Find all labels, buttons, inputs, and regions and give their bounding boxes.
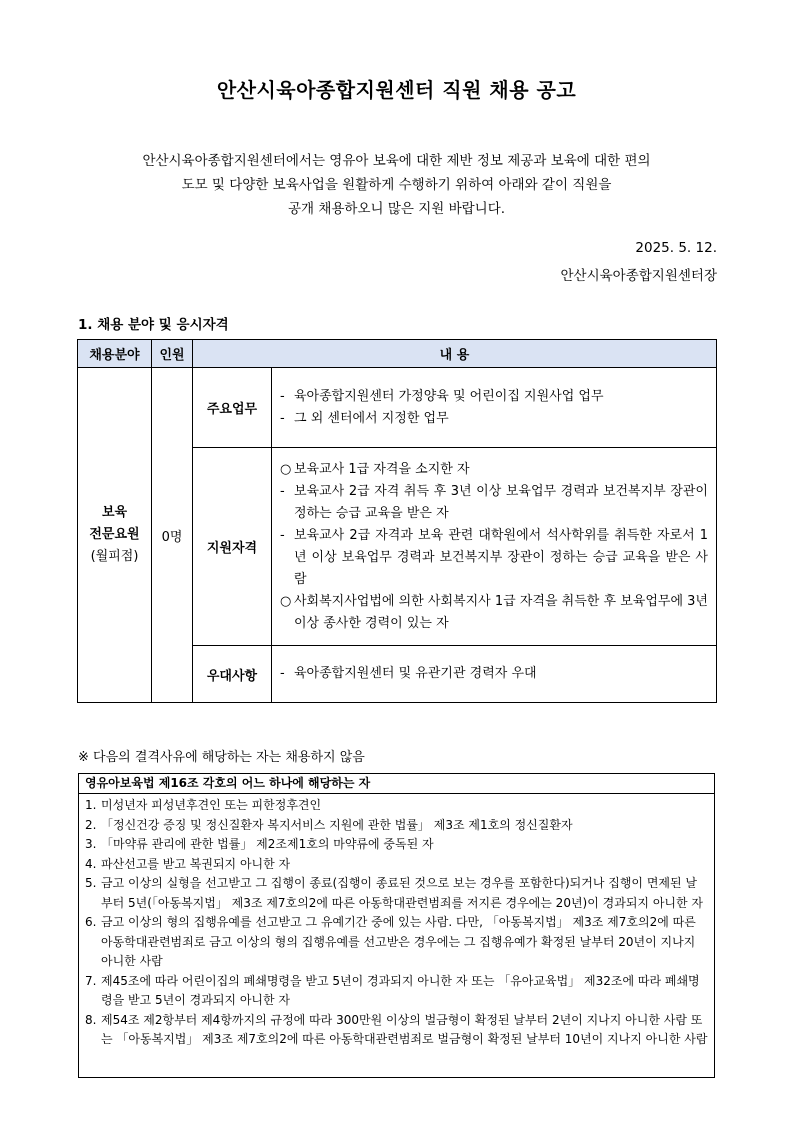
item-text: 보육교사 2급 자격과 보육 관련 대학원에서 석사학위를 취득한 자로서 1년 이상 보육업무 경력과 보건복지부 장관이 정하는 승급 교육을 받은 사람 <box>294 527 708 587</box>
row-label: 지원자격 <box>193 448 272 646</box>
list-item <box>85 1011 708 1050</box>
bullet-dash: - <box>280 666 285 681</box>
disqualification-list <box>79 794 714 1050</box>
disqualification-heading: 영유아보육법 제16조 각호의 어느 하나에 해당하는 자 <box>79 774 714 794</box>
bullet-dash: - <box>280 410 285 426</box>
bullet-circle-icon: ○ <box>280 593 292 609</box>
item-text: 사회복지사업법에 의한 사회복지사 1급 자격을 취득한 후 보육업무에 3년 이상 종사한 경력이 있는 자 <box>294 593 708 631</box>
item-text: 보육교사 2급 자격 취득 후 3년 이상 보육업무 경력과 보건복지부 장관이 정하는 승급 교육을 받은 자 <box>294 483 708 521</box>
item-text: 금고 이상의 실형을 선고받고 그 집행이 종료(집행이 종료된 것으로 보는 경우를 포함한다)되거나 집행이 면제된 날부터 5년(「아동복지법」 제3조 제7호의2에 따른 아동학대관련범죄를 저지른 경우에는 20년)이 경과되지 아니한 자 <box>101 876 703 910</box>
header-count: 인원 <box>152 340 193 368</box>
item-number: 1. <box>85 798 97 812</box>
item-text: 육아종합지원센터 가정양육 및 어린이집 지원사업 업무 <box>294 388 604 404</box>
list-item <box>85 874 708 913</box>
intro-line: 안산시육아종합지원센터에서는 영유아 보육에 대한 제반 정보 제공과 보육에 대한 편의 <box>142 153 651 169</box>
preference-content <box>272 646 717 703</box>
count-cell: 0명 <box>152 368 193 703</box>
item-number: 2. <box>85 817 97 832</box>
item-number: 6. <box>85 915 97 929</box>
item-number: 7. <box>85 973 97 988</box>
item-text: 제54조 제2항부터 제4항까지의 규정에 따라 300만원 이상의 벌금형이 확정된 날부터 2년이 지나지 아니한 사람 또는 「아동복지법」 제3조 제7호의2에 따른 아동학대관련범죄로 벌금형이 확정된 날부터 10년이 지나지 아니한 사람 <box>101 1012 708 1046</box>
intro-line: 도모 및 다양한 보육사업을 원활하게 수행하기 위하여 아래와 같이 직원을 <box>181 177 612 193</box>
bullet-dash: - <box>280 483 285 499</box>
intro-paragraph <box>60 149 733 221</box>
list-item <box>85 835 708 855</box>
item-text: 미성년자 피성년후견인 또는 피한정후견인 <box>101 798 322 812</box>
table-header-row <box>78 340 717 368</box>
duties-content <box>272 368 717 448</box>
item-number: 8. <box>85 1012 97 1027</box>
item-text: 그 외 센터에서 지정한 업무 <box>294 410 449 426</box>
disqualification-note: ※ 다음의 결격사유에 해당하는 자는 채용하지 않음 <box>78 750 365 765</box>
list-item <box>85 972 708 1011</box>
position-line: 보육 <box>101 505 128 520</box>
list-item <box>280 591 708 635</box>
disqualification-box <box>78 773 715 1078</box>
announcement-date: 2025. 5. 12. <box>635 240 717 256</box>
list-item <box>85 796 708 816</box>
row-label: 우대사항 <box>193 646 272 703</box>
list-item <box>85 816 708 836</box>
position-line: 전문요원 <box>89 527 140 542</box>
item-text: 육아종합지원센터 및 유관기관 경력자 우대 <box>294 666 537 681</box>
item-text: 제45조에 따라 어린이집의 폐쇄명령을 받고 5년이 경과되지 아니한 자 또는 「유아교육법」 제32조에 따라 폐쇄명령을 받고 5년이 경과되지 아니한 자 <box>101 973 700 1007</box>
item-number: 5. <box>85 876 97 890</box>
section-title: 1. 채용 분야 및 응시자격 <box>78 317 229 333</box>
list-item <box>280 408 708 430</box>
list-item <box>85 913 708 972</box>
list-item <box>280 481 708 525</box>
qualification-content <box>272 448 717 646</box>
item-number: 3. <box>85 837 97 851</box>
table-row <box>78 368 717 448</box>
list-item <box>280 663 708 685</box>
list-item <box>85 855 708 875</box>
item-number: 4. <box>85 856 97 871</box>
item-text: 금고 이상의 형의 집행유예를 선고받고 그 유예기간 중에 있는 사람. 다만, 「아동복지법」 제3조 제7호의2에 따른 아동학대관련범죄로 금고 이상의 형의 집행유예를 선고받은 경우에는 그 집행유예가 확정된 날부터 20년이 지나지 아니한 사람 <box>101 915 696 968</box>
issuer-name: 안산시육아종합지원센터장 <box>560 268 717 284</box>
bullet-circle-icon: ○ <box>280 461 292 477</box>
list-item <box>280 459 708 481</box>
item-text: 「정신건강 증징 및 정신질환자 복지서비스 지원에 관한 법률」 제3조 제1호의 정신질환자 <box>101 817 573 832</box>
item-text: 「마약류 관리에 관한 법률」 제2조제1호의 마약류에 중독된 자 <box>101 837 434 851</box>
list-item <box>280 525 708 591</box>
bullet-dash: - <box>280 527 285 543</box>
item-text: 보육교사 1급 자격을 소지한 자 <box>294 461 470 477</box>
row-label: 주요업무 <box>193 368 272 448</box>
header-field: 채용분야 <box>78 340 152 368</box>
position-branch: (월피점) <box>90 549 139 564</box>
recruitment-table <box>77 339 717 703</box>
intro-line: 공개 채용하오니 많은 지원 바랍니다. <box>287 201 506 217</box>
bullet-dash: - <box>280 388 285 404</box>
position-cell <box>78 368 152 703</box>
header-content: 내 용 <box>193 340 717 368</box>
item-text: 파산선고를 받고 복권되지 아니한 자 <box>101 856 291 871</box>
list-item <box>280 386 708 408</box>
page-title: 안산시육아종합지원센터 직원 채용 공고 <box>216 78 577 102</box>
